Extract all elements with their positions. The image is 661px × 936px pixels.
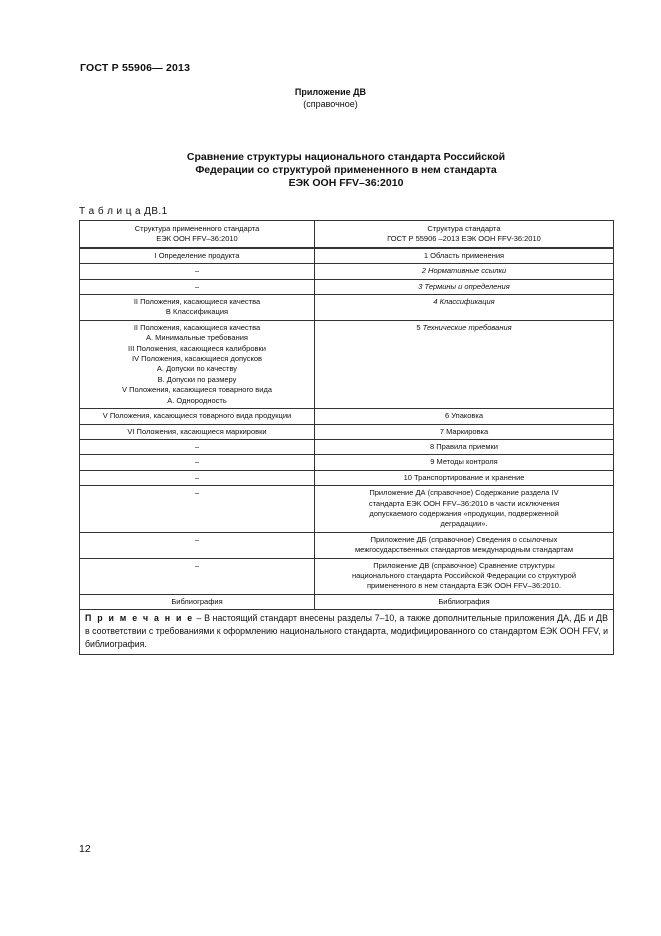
left-cell [80,486,315,533]
cell-line: 4 Классификация [433,297,495,307]
cell-line: В Классификация [165,307,229,317]
cell-line: IV Положения, касающиеся допусков [132,354,262,364]
cell-line: Приложение ДА (справочное) Содержание раздела IV [369,488,559,498]
left-cell [80,594,315,609]
table-row [80,409,614,424]
cell-line: межгосударственных стандартов международным стандартам [355,545,573,555]
right-cell [315,279,614,294]
right-cell [315,248,614,264]
table-note-row [80,610,614,655]
left-cell [80,320,315,408]
cell-line: Приложение ДВ (справочное) Сравнение структуры [373,560,555,570]
cell-line: – [194,560,200,570]
cell-line: Структура стандарта [427,224,501,233]
header-cell-national-standard [315,221,614,248]
cell-line: – [194,488,200,498]
cell-line: – [194,441,200,451]
right-cell [315,424,614,439]
cell-line: 9 Методы контроля [430,457,498,467]
left-cell [80,424,315,439]
document-code: ГОСТ Р 55906— 2013 [80,62,191,74]
left-cell [80,264,315,279]
cell-line: деградации». [440,519,488,529]
clause-number: 5 [416,322,421,332]
appendix-subtitle: (справочное) [303,99,358,109]
cell-line: Структура примененного стандарта [134,224,260,233]
cell-line: ЕЭК ООН FFV–36:2010 [156,234,238,244]
right-cell [315,264,614,279]
left-cell [80,558,315,594]
cell-line: А. Допуски по качеству [156,364,238,374]
left-cell [80,439,315,454]
cell-line: национального стандарта Российской Федерации со структурой [351,570,577,580]
cell-line: V Положения, касающиеся товарного вида продукции [102,411,292,421]
note-label: П р и м е ч а н и е [85,613,194,624]
section-title [130,151,562,190]
left-cell [80,532,315,558]
cell-line: 3 Термины и определения [418,281,510,291]
page-number: 12 [79,843,91,855]
table-caption: Т а б л и ц а ДВ.1 [79,206,168,217]
cell-line: I Определение продукта [154,250,240,260]
note-text: – В настоящий стандарт внесены разделы 7–10, а также дополнительные приложения ДА, ДБ и ДВ в соответствии с требованиями к оформлению национального стандарта, модифицированного со стандартом ЕЭК ООН FFV, и библиография. [85,613,608,650]
cell-line: 6 Упаковка [444,411,484,421]
cell-line: II Положения, касающиеся качества [133,322,261,332]
cell-line: 7 Маркировка [439,426,489,436]
section-title-line: ЕЭК ООН FFV–36:2010 [288,177,404,189]
table-row [80,424,614,439]
right-cell [315,455,614,470]
cell-line: 1 Область применения [423,250,505,260]
cell-line: – [194,266,200,276]
appendix-title: Приложение ДВ [294,87,367,97]
cell-line: Приложение ДБ (справочное) Сведения о ссылочных [370,534,558,544]
right-cell [315,320,614,408]
cell-line: стандарта ЕЭК ООН FFV–36:2010 в части исключения [368,498,560,508]
cell-line: Библиография [438,596,490,606]
cell-line: допускаемого содержания «продукции, подверженной [369,508,559,518]
cell-line: VI Положения, касающиеся маркировки [127,426,267,436]
right-cell [315,558,614,594]
cell-line: А. Однородность [167,395,227,405]
cell-line: – [194,472,200,482]
table-row [80,558,614,594]
cell-line: А. Минимальные требования [146,333,248,343]
cell-line: 2 Нормативные ссылки [421,266,507,276]
table-row [80,486,614,533]
right-cell [315,470,614,485]
cell-line: 10 Транспортирование и хранение [403,472,525,482]
left-cell [80,248,315,264]
left-cell [80,409,315,424]
appendix-heading [0,86,661,110]
cell-line: V Положения, касающиеся товарного вида [122,385,272,395]
right-cell [315,295,614,321]
cell-line: – [194,457,200,467]
cell-line: III Положения, касающиеся калибровки [128,343,266,353]
left-cell [80,470,315,485]
cell-line: примененного в нем стандарта ЕЭК ООН FFV–36:2010. [366,581,562,591]
table-row [80,320,614,408]
left-cell [80,295,315,321]
table-row [80,455,614,470]
cell-line: – [194,534,200,544]
cell-line: ГОСТ Р 55906 –2013 ЕЭК ООН FFV-36:2010 [387,234,541,244]
comparison-table [79,220,614,655]
table-note [80,610,614,655]
table-row [80,439,614,454]
cell-line: В. Допуски по размеру [157,374,237,384]
left-cell [80,279,315,294]
right-cell [315,409,614,424]
cell-line: Библиография [171,596,223,606]
table-row [80,295,614,321]
table-row [80,532,614,558]
section-title-line: Сравнение структуры национального стандарта Российской [186,151,506,163]
right-cell [315,532,614,558]
table-row [80,594,614,609]
table-row [80,248,614,264]
right-cell [315,439,614,454]
right-cell [315,594,614,609]
cell-line: II Положения, касающиеся качества [133,297,261,307]
table-row [80,470,614,485]
cell-line: – [194,281,200,291]
cell-line: 8 Правила приемки [429,441,498,451]
left-cell [80,455,315,470]
right-cell [315,486,614,533]
section-title-line: Федерации со структурой примененного в нем стандарта [195,164,497,176]
clause-title: Технические требования [422,322,512,332]
cell-line [319,323,609,333]
table-row [80,264,614,279]
header-cell-applied-standard [80,221,315,248]
table-row [80,279,614,294]
table-header-row [80,221,614,248]
